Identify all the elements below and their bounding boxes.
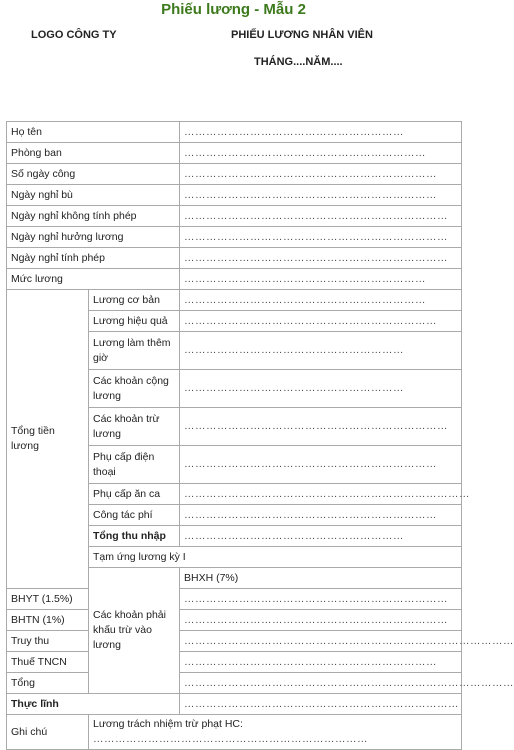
row-label-full-name: Họ tên bbox=[7, 122, 180, 143]
row-label-bhtn: BHTN (1%) bbox=[7, 610, 89, 631]
performance-salary-field[interactable]: …………………………………………………………… bbox=[180, 311, 462, 332]
table-row bbox=[7, 290, 462, 311]
row-label-arrears: Truy thu bbox=[7, 631, 89, 652]
page-title: Phiếu lương - Mẫu 2 bbox=[161, 1, 306, 18]
table-row bbox=[7, 206, 462, 227]
table-row bbox=[7, 673, 462, 694]
row-label-bhxh: BHXH (7%) bbox=[180, 568, 462, 589]
row-label-compensatory-leave: Ngày nghỉ bù bbox=[7, 185, 180, 206]
row-label-performance-salary: Lương hiệu quả bbox=[89, 311, 180, 332]
row-label-salary-level: Mức lương bbox=[7, 269, 180, 290]
compensatory-leave-field[interactable]: …………………………………………………………… bbox=[180, 185, 462, 206]
income-tax-field[interactable]: …………………………………………………………… bbox=[180, 652, 462, 673]
table-row bbox=[7, 143, 462, 164]
business-trip-field[interactable]: …………………………………………………………… bbox=[180, 505, 462, 526]
salary-additions-field[interactable]: …………………………………………………… bbox=[180, 370, 462, 408]
table-row bbox=[7, 248, 462, 269]
payslip-table bbox=[6, 121, 514, 750]
annual-leave-field[interactable]: ……………………………………………………………… bbox=[180, 248, 462, 269]
row-label-total-income: Tổng thu nhập bbox=[89, 526, 180, 547]
work-days-field[interactable]: …………………………………………………………… bbox=[180, 164, 462, 185]
bhyt-field[interactable]: ……………………………………………………………… bbox=[180, 589, 462, 610]
row-label-phone-allowance: Phụ cấp điện thoại bbox=[89, 446, 180, 484]
row-label-deductions-total: Tổng bbox=[7, 673, 89, 694]
row-label-overtime-salary: Lương làm thêm giờ bbox=[89, 332, 180, 370]
table-row bbox=[7, 269, 462, 290]
row-label-meal-allowance: Phụ cấp ăn ca bbox=[89, 484, 180, 505]
row-label-unpaid-leave: Ngày nghỉ không tính phép bbox=[7, 206, 180, 227]
table-row bbox=[7, 610, 462, 631]
base-salary-field[interactable]: ………………………………………………………… bbox=[180, 290, 462, 311]
department-field[interactable]: ………………………………………………………… bbox=[180, 143, 462, 164]
row-label-base-salary: Lương cơ bản bbox=[89, 290, 180, 311]
net-pay-field[interactable]: ………………………………………………………………… bbox=[180, 694, 462, 715]
row-label-salary-deductions: Các khoản trừ lương bbox=[89, 408, 180, 446]
company-logo-placeholder: LOGO CÔNG TY bbox=[31, 29, 117, 41]
row-label-advance: Tạm ứng lương kỳ I bbox=[89, 547, 462, 568]
row-label-business-trip: Công tác phí bbox=[89, 505, 180, 526]
month-year-label: THÁNG....NĂM.... bbox=[254, 56, 343, 68]
notes-field[interactable]: ………………………………………………………………… bbox=[93, 733, 368, 745]
group-label-deductions: Các khoản phải khấu trừ vào lương bbox=[89, 568, 180, 694]
row-label-bhyt: BHYT (1.5%) bbox=[7, 589, 89, 610]
row-label-department: Phòng ban bbox=[7, 143, 180, 164]
row-label-income-tax: Thuế TNCN bbox=[7, 652, 89, 673]
table-row bbox=[7, 185, 462, 206]
salary-deductions-field[interactable]: ……………………………………………………………… bbox=[180, 408, 462, 446]
table-row bbox=[7, 694, 462, 715]
overtime-salary-field[interactable]: …………………………………………………… bbox=[180, 332, 462, 370]
bhtn-field[interactable]: ……………………………………………………………… bbox=[180, 610, 462, 631]
total-income-field[interactable]: …………………………………………………… bbox=[180, 526, 462, 547]
table-row bbox=[7, 589, 462, 610]
table-row bbox=[7, 122, 462, 143]
full-name-field[interactable]: …………………………………………………… bbox=[180, 122, 462, 143]
notes-text: Lương trách nhiệm trừ phạt HC: bbox=[93, 718, 243, 730]
table-row bbox=[7, 652, 462, 673]
table-row bbox=[7, 227, 462, 248]
paid-leave-field[interactable]: ……………………………………………………………… bbox=[180, 227, 462, 248]
row-label-paid-leave: Ngày nghỉ hưởng lương bbox=[7, 227, 180, 248]
deductions-total-field[interactable]: ……………………………………………………………………………… bbox=[180, 673, 462, 694]
meal-allowance-field[interactable]: …………………………………………………………………… bbox=[180, 484, 462, 505]
phone-allowance-field[interactable]: …………………………………………………………… bbox=[180, 446, 462, 484]
row-label-notes: Ghi chú bbox=[7, 715, 89, 750]
salary-level-field[interactable]: ………………………………………………………… bbox=[180, 269, 462, 290]
payslip-heading: PHIẾU LƯƠNG NHÂN VIÊN bbox=[231, 29, 373, 41]
table-row bbox=[7, 715, 462, 750]
group-label-total-salary: Tổng tiền lương bbox=[7, 290, 89, 589]
row-label-annual-leave: Ngày nghỉ tính phép bbox=[7, 248, 180, 269]
table-row bbox=[7, 631, 462, 652]
row-label-salary-additions: Các khoản cộng lương bbox=[89, 370, 180, 408]
unpaid-leave-field[interactable]: ……………………………………………………………… bbox=[180, 206, 462, 227]
row-label-net-pay: Thực lĩnh bbox=[7, 694, 180, 715]
arrears-field[interactable]: ……………………………………………………………………………… bbox=[180, 631, 462, 652]
table-row bbox=[7, 164, 462, 185]
row-label-work-days: Số ngày công bbox=[7, 164, 180, 185]
notes-cell[interactable] bbox=[89, 715, 462, 750]
